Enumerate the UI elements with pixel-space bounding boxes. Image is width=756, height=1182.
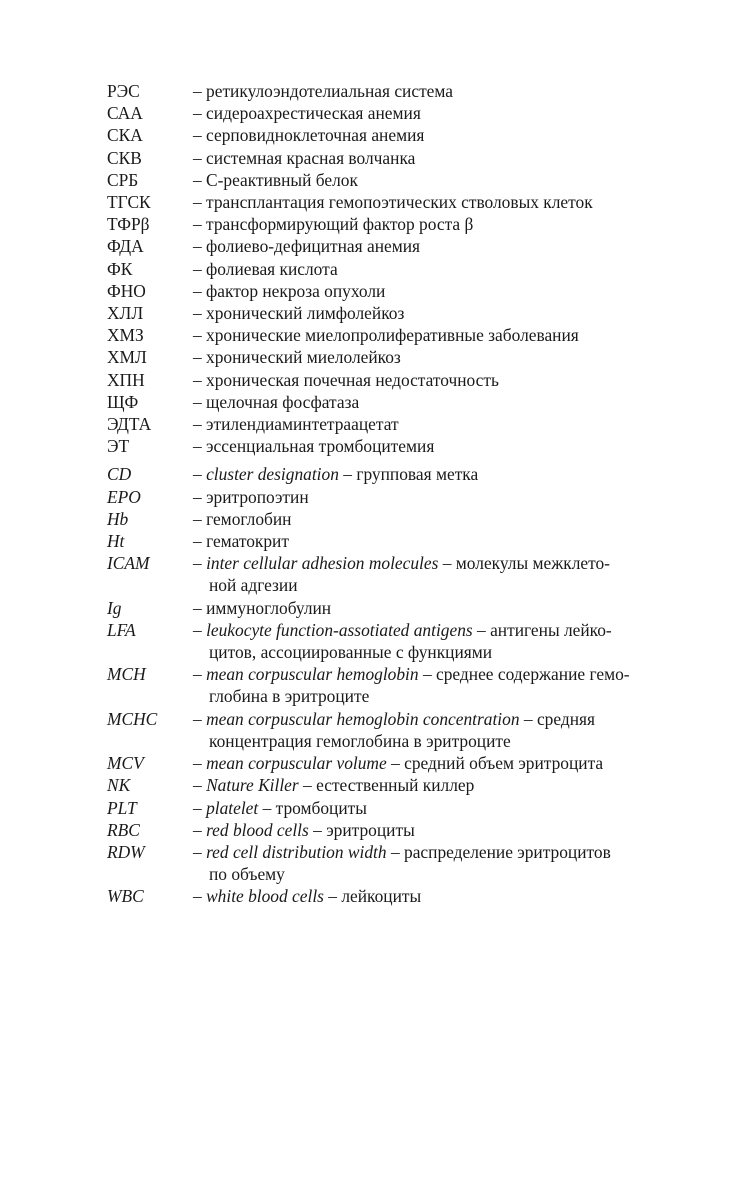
dash-separator: – xyxy=(391,753,400,774)
dash-separator: – xyxy=(262,797,272,818)
abbreviation-definition: – фолиево-дефицитная анемия xyxy=(193,236,421,257)
abbreviation-entry xyxy=(107,774,692,796)
dash-separator: – xyxy=(193,486,202,507)
abbreviation-term: ХПН xyxy=(107,369,145,390)
translation: распределение эритроцитов xyxy=(404,841,611,862)
abbreviation-entry xyxy=(107,147,692,169)
dash-separator: – xyxy=(193,597,202,618)
abbreviation-entry xyxy=(107,619,692,663)
abbreviation-entry xyxy=(107,369,692,391)
abbreviation-term: САА xyxy=(107,103,143,124)
english-term: inter cellular adhesion molecules xyxy=(206,553,439,574)
english-term: white blood cells xyxy=(206,886,324,907)
definition-line xyxy=(193,774,692,796)
abbreviation-term: ЩФ xyxy=(107,391,139,412)
dash-separator: – xyxy=(313,819,322,840)
abbreviation-definition xyxy=(193,797,692,819)
abbreviation-entry xyxy=(107,124,692,146)
abbreviation-entry xyxy=(107,708,692,752)
abbreviation-term: NK xyxy=(107,775,131,796)
abbreviation-entry xyxy=(107,435,692,457)
abbreviation-term: ФК xyxy=(107,258,133,279)
english-term: mean corpuscular volume xyxy=(206,753,387,774)
abbreviation-definition: – щелочная фосфатаза xyxy=(193,391,360,412)
dash-separator: – xyxy=(422,664,432,685)
dash-separator: – xyxy=(193,886,202,907)
abbreviation-definition: – эссенциальная тромбоцитемия xyxy=(193,436,435,457)
abbreviation-term: Ig xyxy=(107,597,122,618)
definition-line xyxy=(193,885,692,907)
definition-line xyxy=(193,508,692,530)
definition-line xyxy=(193,463,692,485)
english-term: mean corpuscular hemoglobin concentration xyxy=(206,708,520,729)
dash-separator: – xyxy=(193,708,202,729)
abbreviation-entry xyxy=(107,191,692,213)
abbreviation-definition xyxy=(193,463,692,485)
abbreviation-term: EPO xyxy=(107,486,141,507)
english-term: leukocyte function-assotiated antigens xyxy=(206,619,473,640)
definition-line xyxy=(193,552,692,574)
abbreviation-term: СКВ xyxy=(107,147,142,168)
translation: средний объем эритроцита xyxy=(404,753,604,774)
abbreviation-term: MCV xyxy=(107,753,144,774)
abbreviation-term: ФНО xyxy=(107,280,146,301)
abbreviation-term: CD xyxy=(107,464,132,485)
abbreviation-entry xyxy=(107,508,692,530)
abbreviation-definition: – ретикулоэндотелиальная система xyxy=(193,81,453,101)
abbreviation-entry xyxy=(107,346,692,368)
definition-line xyxy=(193,841,692,863)
abbreviation-definition: – фолиевая кислота xyxy=(193,258,338,279)
abbreviation-definition: – хронический миелолейкоз xyxy=(193,347,401,368)
abbreviation-term: ХЛЛ xyxy=(107,303,144,324)
abbreviation-definition xyxy=(193,885,692,907)
definition-continuation: цитов, ассоциированные с функциями xyxy=(209,642,493,663)
abbreviation-definition xyxy=(193,708,692,752)
abbreviation-definition: – хроническая почечная недостаточность xyxy=(193,369,499,390)
abbreviation-entry xyxy=(107,235,692,257)
definition-continuation: глобина в эритроците xyxy=(209,686,370,707)
abbreviation-entry xyxy=(107,413,692,435)
translation: антигены лейко- xyxy=(490,619,612,640)
abbreviation-entry xyxy=(107,302,692,324)
abbreviation-entry xyxy=(107,80,692,102)
dash-separator: – xyxy=(193,664,202,685)
abbreviation-definition xyxy=(193,552,692,596)
abbreviation-definition xyxy=(193,530,692,552)
abbreviation-term: MCHC xyxy=(107,708,158,729)
abbreviation-definition xyxy=(193,597,692,619)
abbreviation-entry xyxy=(107,486,692,508)
abbreviation-term: ХМЗ xyxy=(107,325,144,346)
translation: среднее содержание гемо- xyxy=(436,664,630,685)
abbreviation-definition: – серповидноклеточная анемия xyxy=(193,125,425,146)
english-term: red blood cells xyxy=(206,819,309,840)
english-term: platelet xyxy=(206,797,259,818)
abbreviation-term: ICAM xyxy=(107,553,150,574)
dash-separator: – xyxy=(193,775,202,796)
abbreviation-term: ЭТ xyxy=(107,436,130,457)
translation: эритроциты xyxy=(326,819,415,840)
abbreviation-term: ТГСК xyxy=(107,192,151,213)
abbreviation-term: PLT xyxy=(107,797,137,818)
abbreviation-term: ЭДТА xyxy=(107,414,152,435)
abbreviation-definition: – трансплантация гемопоэтических стволовых клеток xyxy=(193,192,593,213)
abbreviation-definition xyxy=(193,619,692,663)
definition-line xyxy=(193,708,692,730)
abbreviation-entry xyxy=(107,169,692,191)
dash-separator: – xyxy=(193,753,202,774)
abbreviation-definition xyxy=(193,486,692,508)
translation: естественный киллер xyxy=(316,775,475,796)
abbreviation-definition xyxy=(193,774,692,796)
abbreviation-definition xyxy=(193,752,692,774)
dash-separator: – xyxy=(193,819,202,840)
abbreviation-list xyxy=(107,80,692,908)
abbreviation-term: Hb xyxy=(107,508,129,529)
definition-line xyxy=(193,752,692,774)
abbreviation-entry xyxy=(107,391,692,413)
abbreviation-entry xyxy=(107,280,692,302)
dash-separator: – xyxy=(193,508,202,529)
dash-separator: – xyxy=(303,775,312,796)
definition-line xyxy=(193,597,692,619)
abbreviation-definition: – трансформирующий фактор роста β xyxy=(193,214,474,235)
definition-line xyxy=(193,619,692,641)
translation: групповая метка xyxy=(356,464,479,485)
abbreviation-definition: – хронический лимфолейкоз xyxy=(193,303,405,324)
abbreviation-definition: – системная красная волчанка xyxy=(193,147,416,168)
abbreviation-term: ХМЛ xyxy=(107,347,147,368)
abbreviation-term: РЭС xyxy=(107,81,140,101)
english-term: mean corpuscular hemoglobin xyxy=(206,664,419,685)
translation: тромбоциты xyxy=(275,797,367,818)
abbreviation-term: Ht xyxy=(107,531,125,552)
translation: молекулы межклето- xyxy=(455,553,610,574)
abbreviation-entry xyxy=(107,663,692,707)
abbreviation-term: WBC xyxy=(107,886,144,907)
definition-line xyxy=(193,530,692,552)
dash-separator: – xyxy=(390,841,400,862)
abbreviation-definition xyxy=(193,508,692,530)
definition-line xyxy=(193,819,692,841)
dash-separator: – xyxy=(193,841,202,862)
russian-abbreviations xyxy=(107,80,692,457)
abbreviation-definition: – хронические миелопролиферативные заболевания xyxy=(193,325,579,346)
abbreviation-term: ТФРβ xyxy=(107,214,150,235)
dash-separator: – xyxy=(193,619,202,640)
abbreviation-entry xyxy=(107,885,692,907)
english-term: red cell distribution width xyxy=(206,841,387,862)
dash-separator: – xyxy=(193,531,202,552)
definition-line xyxy=(193,486,692,508)
definition-line xyxy=(193,797,692,819)
abbreviation-entry xyxy=(107,213,692,235)
abbreviation-entry xyxy=(107,797,692,819)
english-term: cluster designation xyxy=(206,464,339,485)
dash-separator: – xyxy=(193,464,202,485)
definition-continuation: концентрация гемоглобина в эритроците xyxy=(209,730,511,751)
abbreviation-entry xyxy=(107,102,692,124)
definition-continuation: ной адгезии xyxy=(209,575,298,596)
abbreviation-term: RDW xyxy=(107,841,145,862)
abbreviation-definition: – фактор некроза опухоли xyxy=(193,280,386,301)
dash-separator: – xyxy=(193,553,202,574)
abbreviation-term: ФДА xyxy=(107,236,144,257)
abbreviation-definition xyxy=(193,663,692,707)
translation: эритропоэтин xyxy=(206,486,309,507)
abbreviation-term: MCH xyxy=(107,664,146,685)
abbreviation-entry xyxy=(107,552,692,596)
abbreviation-entry xyxy=(107,324,692,346)
english-term: Nature Killer xyxy=(206,775,299,796)
dash-separator: – xyxy=(442,553,452,574)
abbreviation-term: СКА xyxy=(107,125,143,146)
abbreviation-entry xyxy=(107,463,692,485)
translation: гемоглобин xyxy=(206,508,292,529)
abbreviation-definition: – сидероахрестическая анемия xyxy=(193,103,421,124)
abbreviation-term: СРБ xyxy=(107,169,139,190)
abbreviation-entry xyxy=(107,597,692,619)
abbreviation-entry xyxy=(107,841,692,885)
abbreviation-entry xyxy=(107,530,692,552)
dash-separator: – xyxy=(343,464,352,485)
dash-separator: – xyxy=(193,797,202,818)
translation: иммуноглобулин xyxy=(206,597,332,618)
abbreviation-definition: – С-реактивный белок xyxy=(193,169,358,190)
dash-separator: – xyxy=(328,886,337,907)
dash-separator: – xyxy=(477,619,486,640)
translation: лейкоциты xyxy=(341,886,422,907)
abbreviation-term: LFA xyxy=(107,619,136,640)
abbreviation-entry xyxy=(107,752,692,774)
definition-line xyxy=(193,663,692,685)
abbreviation-definition: – этилендиаминтетраацетат xyxy=(193,414,399,435)
english-abbreviations xyxy=(107,463,692,907)
abbreviation-entry xyxy=(107,258,692,280)
dash-separator: – xyxy=(523,708,533,729)
translation: средняя xyxy=(536,708,596,729)
abbreviation-definition xyxy=(193,841,692,885)
abbreviation-term: RBC xyxy=(107,819,140,840)
translation: гематокрит xyxy=(206,531,289,552)
abbreviation-definition xyxy=(193,819,692,841)
abbreviation-entry xyxy=(107,819,692,841)
definition-continuation: по объему xyxy=(209,864,285,885)
